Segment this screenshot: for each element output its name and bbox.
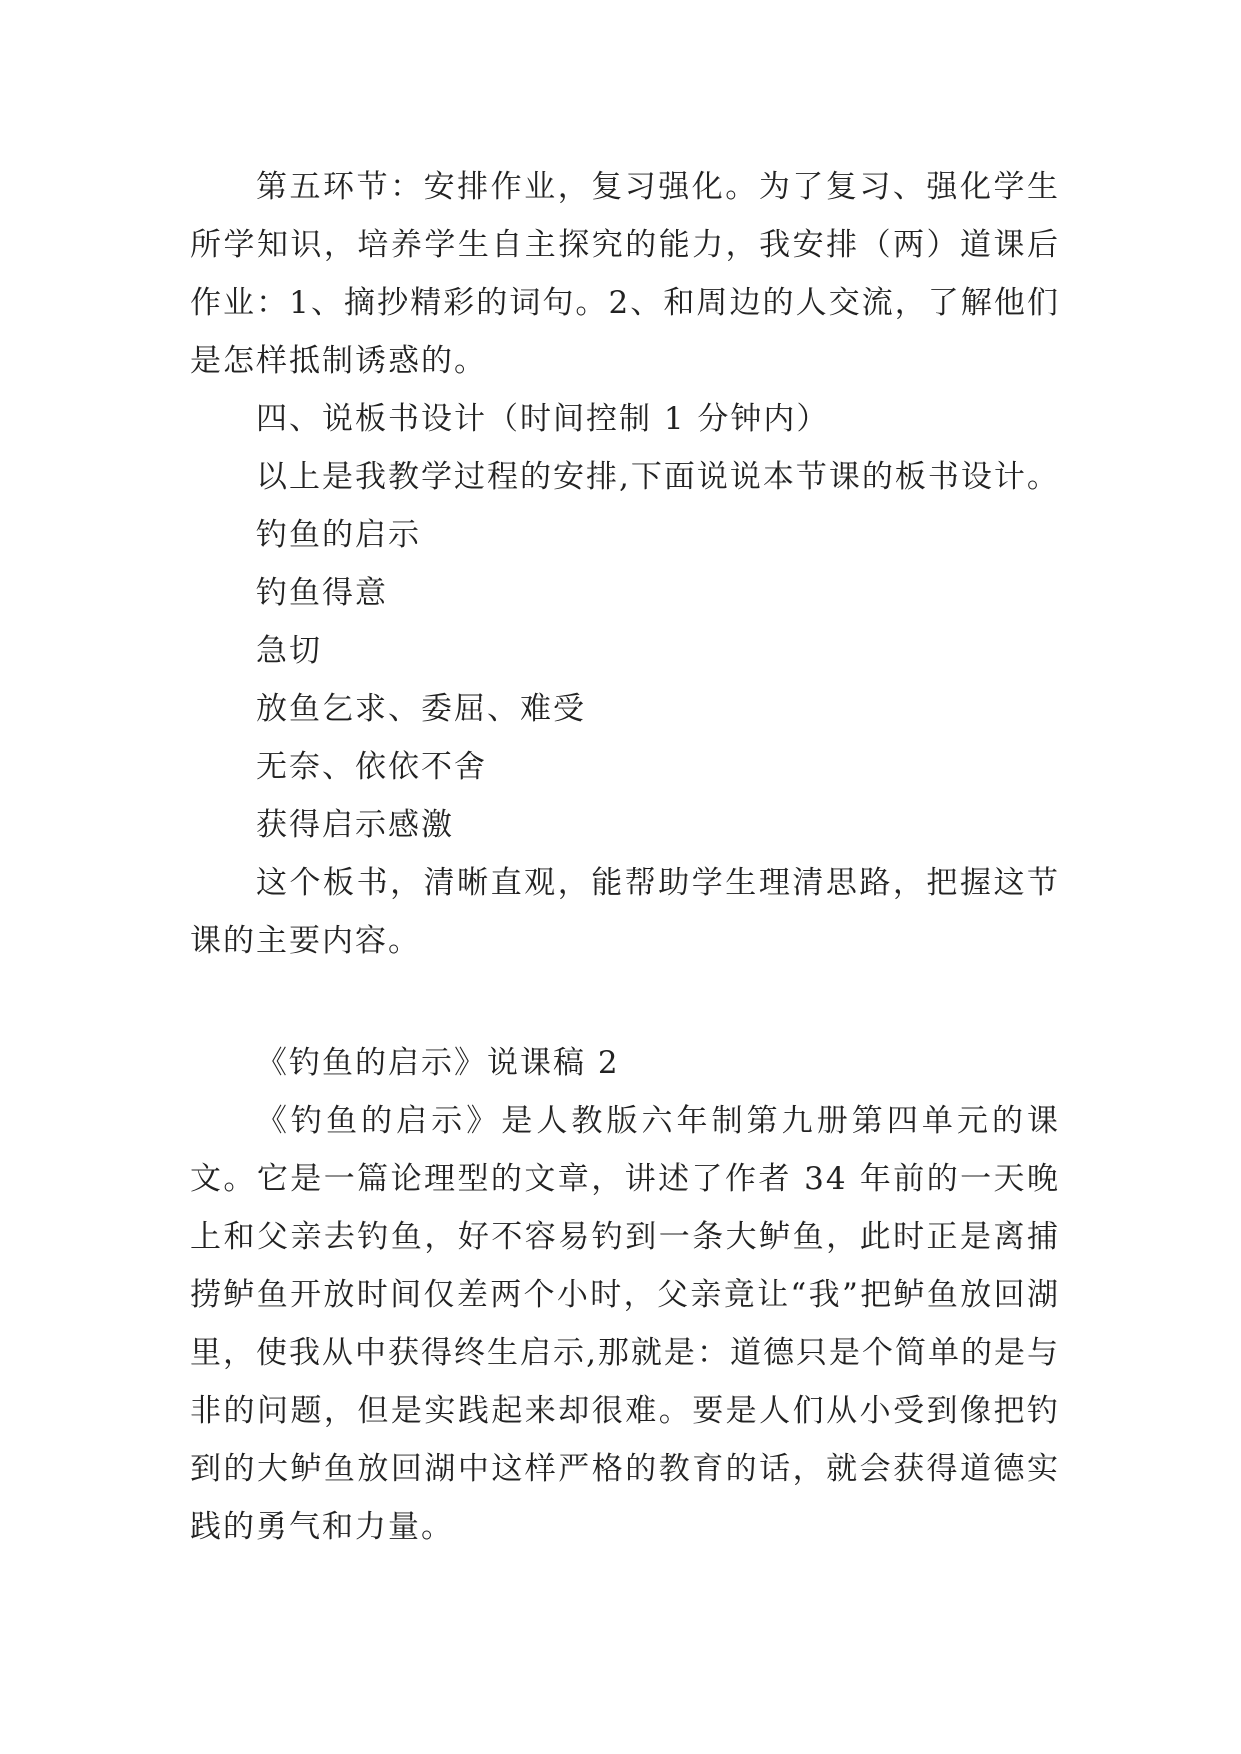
board-conclusion-paragraph: 这个板书，清晰直观，能帮助学生理清思路，把握这节课的主要内容。 [190,865,1060,959]
board-item: 钓鱼得意 [256,575,388,611]
board-design-heading: 四、说板书设计（时间控制 1 分钟内） [256,401,830,437]
section-one [190,158,1060,970]
board-item: 急切 [256,633,322,669]
board-design-intro: 以上是我教学过程的安排,下面说说本节课的板书设计。 [256,459,1060,495]
section-two [190,1034,1060,1556]
board-item: 获得启示感激 [256,807,454,843]
board-item: 钓鱼的启示 [256,517,421,553]
intro-paragraph: 《钓鱼的启示》是人教版六年制第九册第四单元的课文。它是一篇论理型的文章，讲述了作者 34 年前的一天晚上和父亲去钓鱼，好不容易钓到一条大鲈鱼，此时正是离捕捞鲈鱼开放时间仅差两个小时，父亲竟让“我”把鲈鱼放回湖里，使我从中获得终生启示,那就是：道德只是个简单的是与非的问题，但是实践起来却很难。要是人们从小受到像把钓到的大鲈鱼放回湖中这样严格的教育的话，就会获得道德实践的勇气和力量。 [190,1103,1060,1545]
board-item: 无奈、依依不舍 [256,749,487,785]
document-title: 《钓鱼的启示》说课稿 2 [256,1045,620,1081]
board-item: 放鱼乞求、委屈、难受 [256,691,586,727]
homework-paragraph: 第五环节：安排作业，复习强化。为了复习、强化学生所学知识，培养学生自主探究的能力，我安排（两）道课后作业：1、摘抄精彩的词句。2、和周边的人交流，了解他们是怎样抵制诱惑的。 [190,169,1060,379]
